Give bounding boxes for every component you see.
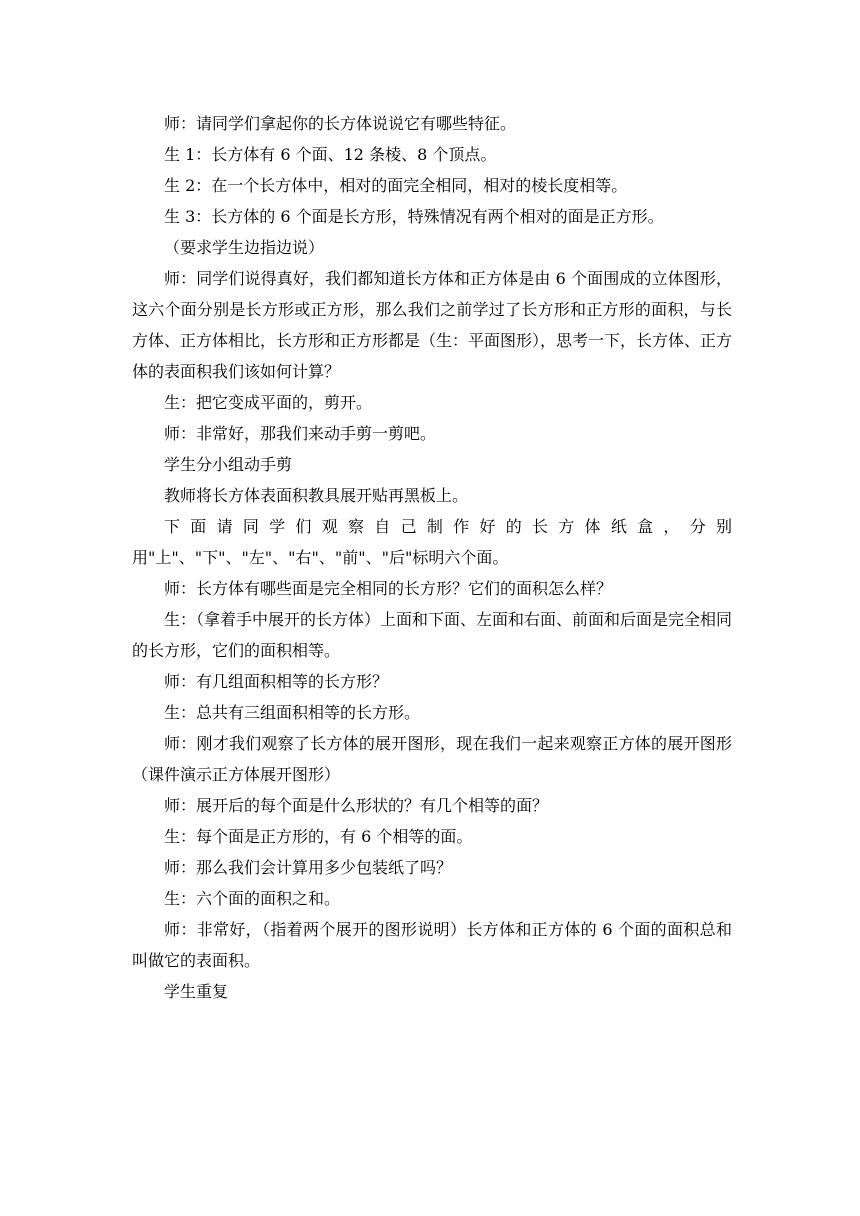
paragraph: 师：长方体有哪些面是完全相同的长方形？它们的面积怎么样？ [164, 579, 613, 598]
paragraph: 生：（拿着手中展开的长方体）上面和下面、左面和右面、前面和后面是完全相同的长方形，它们的面积相等。 [132, 610, 733, 660]
paragraph: 学生重复 [164, 982, 229, 1001]
paragraph: 师：有几组面积相等的长方形？ [164, 672, 389, 691]
paragraph: 下面请同学们观察自己制作好的长方体纸盒，分别用"上"、"下"、"左"、"右"、"前"、"后"标明六个面。 [132, 517, 732, 567]
paragraph: （要求学生边指边说） [164, 238, 325, 257]
paragraph: 师：展开后的每个面是什么形状的？有几个相等的面？ [164, 796, 549, 815]
paragraph: 师：那么我们会计算用多少包装纸了吗？ [164, 858, 453, 877]
document-body [132, 108, 732, 1007]
paragraph: 生：总共有三组面积相等的长方形。 [164, 703, 421, 722]
paragraph: 生 3：长方体的 6 个面是长方形，特殊情况有两个相对的面是正方形。 [164, 207, 664, 226]
paragraph: 教师将长方体表面积教具展开贴再黑板上。 [164, 486, 469, 505]
paragraph: 师：刚才我们观察了长方体的展开图形，现在我们一起来观察正方体的展开图形（课件演示正方体展开图形） [132, 734, 732, 784]
paragraph: 师：请同学们拿起你的长方体说说它有哪些特征。 [164, 114, 517, 133]
paragraph: 师：非常好，（指着两个展开的图形说明）长方体和正方体的 6 个面的面积总和叫做它的表面积。 [132, 920, 732, 970]
paragraph: 生：每个面是正方形的，有 6 个相等的面。 [164, 827, 473, 846]
paragraph: 生 1：长方体有 6 个面、12 条棱、8 个顶点。 [164, 145, 497, 164]
paragraph: 生 2：在一个长方体中，相对的面完全相同，相对的棱长度相等。 [164, 176, 628, 195]
paragraph: 学生分小组动手剪 [164, 455, 293, 474]
paragraph: 生：六个面的面积之和。 [164, 889, 341, 908]
paragraph: 师：非常好，那我们来动手剪一剪吧。 [164, 424, 437, 443]
paragraph: 师：同学们说得真好，我们都知道长方体和正方体是由 6 个面围成的立体图形，这六个面分别是长方形或正方形，那么我们之前学过了长方形和正方形的面积，与长方体、正方体相比，长方形和正方形都是（生：平面图形），思考一下，长方体、正方体的表面积我们该如何计算？ [132, 269, 733, 381]
paragraph: 生：把它变成平面的，剪开。 [164, 393, 373, 412]
